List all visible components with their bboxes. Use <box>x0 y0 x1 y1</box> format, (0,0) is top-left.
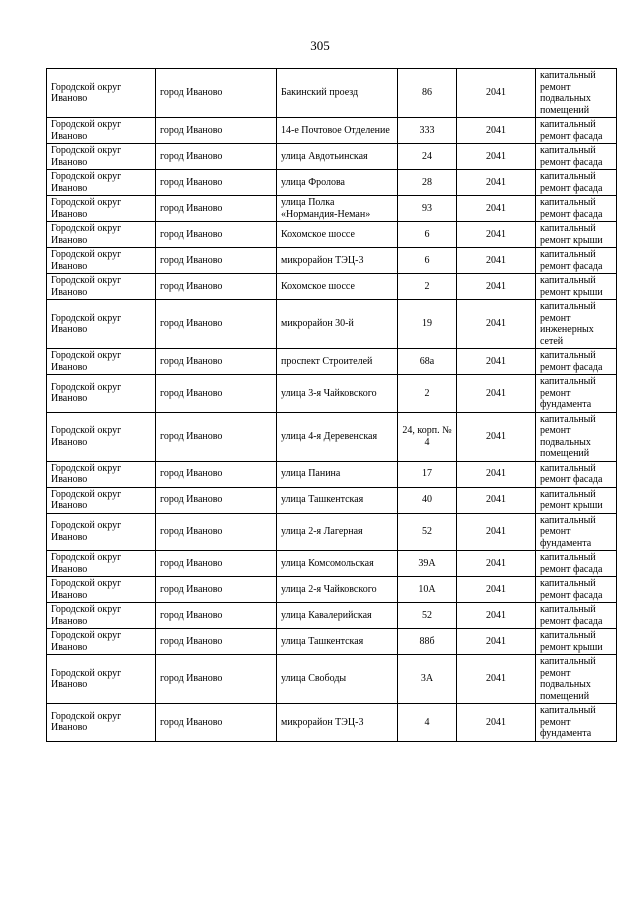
table-row <box>47 603 617 629</box>
okrug-cell: Городской округ Иваново <box>47 170 156 196</box>
okrug-cell: Городской округ Иваново <box>47 274 156 300</box>
street-cell: улица Панина <box>277 461 398 487</box>
okrug-cell: Городской округ Иваново <box>47 461 156 487</box>
street-cell: 14-е Почтовое Отделение <box>277 118 398 144</box>
house-number-cell: 2 <box>398 375 457 413</box>
table-row <box>47 551 617 577</box>
table-row <box>47 704 617 742</box>
okrug-cell: Городской округ Иваново <box>47 603 156 629</box>
house-number-cell: 24 <box>398 144 457 170</box>
okrug-cell: Городской округ Иваново <box>47 118 156 144</box>
year-cell: 2041 <box>457 603 536 629</box>
work-type-cell: капитальный ремонт крыши <box>536 274 617 300</box>
work-type-cell: капитальный ремонт подвальных помещений <box>536 69 617 118</box>
okrug-cell: Городской округ Иваново <box>47 412 156 461</box>
table-row <box>47 577 617 603</box>
street-cell: микрорайон ТЭЦ-3 <box>277 704 398 742</box>
work-type-cell: капитальный ремонт крыши <box>536 487 617 513</box>
city-cell: город Иваново <box>156 603 277 629</box>
city-cell: город Иваново <box>156 551 277 577</box>
year-cell: 2041 <box>457 274 536 300</box>
house-number-cell: 4 <box>398 704 457 742</box>
house-number-cell: 3А <box>398 655 457 704</box>
okrug-cell: Городской округ Иваново <box>47 551 156 577</box>
city-cell: город Иваново <box>156 69 277 118</box>
city-cell: город Иваново <box>156 144 277 170</box>
street-cell: Бакинский проезд <box>277 69 398 118</box>
year-cell: 2041 <box>457 118 536 144</box>
house-number-cell: 6 <box>398 248 457 274</box>
okrug-cell: Городской округ Иваново <box>47 300 156 349</box>
okrug-cell: Городской округ Иваново <box>47 629 156 655</box>
year-cell: 2041 <box>457 69 536 118</box>
okrug-cell: Городской округ Иваново <box>47 222 156 248</box>
table-row <box>47 487 617 513</box>
house-number-cell: 19 <box>398 300 457 349</box>
work-type-cell: капитальный ремонт инженерных сетей <box>536 300 617 349</box>
house-number-cell: 52 <box>398 603 457 629</box>
okrug-cell: Городской округ Иваново <box>47 704 156 742</box>
house-number-cell: 88б <box>398 629 457 655</box>
table-row <box>47 629 617 655</box>
street-cell: улица Фролова <box>277 170 398 196</box>
okrug-cell: Городской округ Иваново <box>47 349 156 375</box>
okrug-cell: Городской округ Иваново <box>47 655 156 704</box>
table-row <box>47 300 617 349</box>
work-type-cell: капитальный ремонт фасада <box>536 577 617 603</box>
work-type-cell: капитальный ремонт фасада <box>536 603 617 629</box>
house-number-cell: 93 <box>398 196 457 222</box>
work-type-cell: капитальный ремонт подвальных помещений <box>536 655 617 704</box>
page-number: 305 <box>310 38 330 53</box>
city-cell: город Иваново <box>156 577 277 603</box>
house-number-cell: 24, корп. № 4 <box>398 412 457 461</box>
street-cell: улица 3-я Чайковского <box>277 375 398 413</box>
street-cell: улица 2-я Чайковского <box>277 577 398 603</box>
okrug-cell: Городской округ Иваново <box>47 577 156 603</box>
city-cell: город Иваново <box>156 629 277 655</box>
table-row <box>47 375 617 413</box>
table-row <box>47 349 617 375</box>
year-cell: 2041 <box>457 300 536 349</box>
year-cell: 2041 <box>457 577 536 603</box>
table-body <box>47 69 617 742</box>
street-cell: проспект Строителей <box>277 349 398 375</box>
okrug-cell: Городской округ Иваново <box>47 69 156 118</box>
house-number-cell: 17 <box>398 461 457 487</box>
year-cell: 2041 <box>457 412 536 461</box>
work-type-cell: капитальный ремонт фасада <box>536 349 617 375</box>
table-row <box>47 412 617 461</box>
work-type-cell: капитальный ремонт фасада <box>536 551 617 577</box>
okrug-cell: Городской округ Иваново <box>47 513 156 551</box>
city-cell: город Иваново <box>156 375 277 413</box>
work-type-cell: капитальный ремонт подвальных помещений <box>536 412 617 461</box>
year-cell: 2041 <box>457 144 536 170</box>
city-cell: город Иваново <box>156 222 277 248</box>
street-cell: улица Авдотьинская <box>277 144 398 170</box>
okrug-cell: Городской округ Иваново <box>47 487 156 513</box>
year-cell: 2041 <box>457 461 536 487</box>
work-type-cell: капитальный ремонт крыши <box>536 222 617 248</box>
year-cell: 2041 <box>457 222 536 248</box>
city-cell: город Иваново <box>156 704 277 742</box>
work-type-cell: капитальный ремонт фундамента <box>536 375 617 413</box>
year-cell: 2041 <box>457 375 536 413</box>
city-cell: город Иваново <box>156 170 277 196</box>
table-row <box>47 69 617 118</box>
house-number-cell: 86 <box>398 69 457 118</box>
year-cell: 2041 <box>457 170 536 196</box>
work-type-cell: капитальный ремонт фасада <box>536 461 617 487</box>
city-cell: город Иваново <box>156 248 277 274</box>
city-cell: город Иваново <box>156 274 277 300</box>
city-cell: город Иваново <box>156 118 277 144</box>
house-number-cell: 333 <box>398 118 457 144</box>
street-cell: улица 4-я Деревенская <box>277 412 398 461</box>
city-cell: город Иваново <box>156 487 277 513</box>
house-number-cell: 10А <box>398 577 457 603</box>
table-row <box>47 248 617 274</box>
city-cell: город Иваново <box>156 349 277 375</box>
street-cell: улица Кавалерийская <box>277 603 398 629</box>
year-cell: 2041 <box>457 196 536 222</box>
year-cell: 2041 <box>457 349 536 375</box>
city-cell: город Иваново <box>156 461 277 487</box>
table-row <box>47 196 617 222</box>
work-type-cell: капитальный ремонт фасада <box>536 248 617 274</box>
year-cell: 2041 <box>457 248 536 274</box>
street-cell: улица Комсомольская <box>277 551 398 577</box>
street-cell: улица 2-я Лагерная <box>277 513 398 551</box>
table-row <box>47 461 617 487</box>
work-type-cell: капитальный ремонт фундамента <box>536 513 617 551</box>
street-cell: Кохомское шоссе <box>277 274 398 300</box>
city-cell: город Иваново <box>156 655 277 704</box>
city-cell: город Иваново <box>156 513 277 551</box>
street-cell: улица Полка «Нормандия-Неман» <box>277 196 398 222</box>
city-cell: город Иваново <box>156 196 277 222</box>
work-type-cell: капитальный ремонт фундамента <box>536 704 617 742</box>
house-number-cell: 39А <box>398 551 457 577</box>
house-number-cell: 2 <box>398 274 457 300</box>
table-row <box>47 144 617 170</box>
street-cell: улица Ташкентская <box>277 629 398 655</box>
work-type-cell: капитальный ремонт фасада <box>536 170 617 196</box>
okrug-cell: Городской округ Иваново <box>47 144 156 170</box>
street-cell: микрорайон ТЭЦ-3 <box>277 248 398 274</box>
work-type-cell: капитальный ремонт фасада <box>536 144 617 170</box>
repair-schedule-table <box>46 68 617 742</box>
year-cell: 2041 <box>457 551 536 577</box>
year-cell: 2041 <box>457 513 536 551</box>
table-row <box>47 513 617 551</box>
street-cell: микрорайон 30-й <box>277 300 398 349</box>
street-cell: улица Свободы <box>277 655 398 704</box>
table-row <box>47 274 617 300</box>
house-number-cell: 68а <box>398 349 457 375</box>
okrug-cell: Городской округ Иваново <box>47 196 156 222</box>
year-cell: 2041 <box>457 487 536 513</box>
house-number-cell: 6 <box>398 222 457 248</box>
house-number-cell: 40 <box>398 487 457 513</box>
year-cell: 2041 <box>457 704 536 742</box>
work-type-cell: капитальный ремонт крыши <box>536 629 617 655</box>
city-cell: город Иваново <box>156 300 277 349</box>
house-number-cell: 28 <box>398 170 457 196</box>
table-row <box>47 118 617 144</box>
year-cell: 2041 <box>457 629 536 655</box>
table-row <box>47 170 617 196</box>
city-cell: город Иваново <box>156 412 277 461</box>
work-type-cell: капитальный ремонт фасада <box>536 196 617 222</box>
okrug-cell: Городской округ Иваново <box>47 375 156 413</box>
work-type-cell: капитальный ремонт фасада <box>536 118 617 144</box>
house-number-cell: 52 <box>398 513 457 551</box>
year-cell: 2041 <box>457 655 536 704</box>
okrug-cell: Городской округ Иваново <box>47 248 156 274</box>
street-cell: улица Ташкентская <box>277 487 398 513</box>
street-cell: Кохомское шоссе <box>277 222 398 248</box>
table-row <box>47 655 617 704</box>
table-row <box>47 222 617 248</box>
